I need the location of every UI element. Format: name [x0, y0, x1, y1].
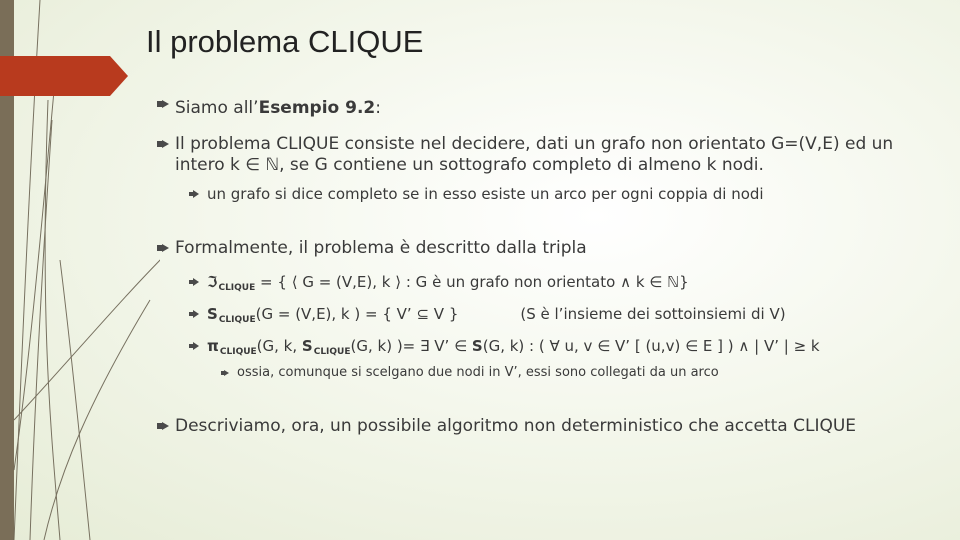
bullet-icon: [162, 422, 169, 430]
bullet-icon: [162, 140, 169, 148]
bullet-icon: [162, 100, 169, 108]
bullet-icon: [193, 342, 199, 350]
bullet-esempio: Siamo all’Esempio 9.2:: [175, 98, 381, 118]
bullet-icon: [162, 244, 169, 252]
bullet-predicate: $\pi_{CLIQUE}(G$, k, $S_{CLIQUE}(G$, k) )= ∃ V’ ∈ S(G, k) : ( ∀ u, v ∈ V’ [ (u,v) ∈ E ] ) ∧ | V’ | ≥ k: [207, 337, 820, 357]
bullet-formalmente: Formalmente, il problema è descritto dalla tripla: [175, 238, 587, 258]
bullet-instances: ℑ$_{CLIQUE}$ = { ⟨ G = (V,E), k ⟩ : G è un grafo non orientato ∧ k ∈ ℕ}: [207, 273, 689, 293]
bullet-icon: [193, 190, 199, 198]
bullet-icon: [193, 278, 199, 286]
bullet-algoritmo: Descriviamo, ora, un possibile algoritmo non deterministico che accetta CLIQUE: [175, 416, 857, 436]
bullet-clique-definition: Il problema CLIQUE consiste nel decidere, dati un grafo non orientato G=(V,E) ed un intero k ∈ ℕ, se G contiene un sottografo completo di almeno k nodi.: [175, 134, 894, 175]
bullet-icon: [224, 370, 229, 376]
bullet-icon: [193, 310, 199, 318]
bullet-ossia: ossia, comunque si scelgano due nodi in V’, essi sono collegati da un arco: [237, 365, 719, 380]
slide-title: Il problema CLIQUE: [146, 24, 424, 59]
bullet-solutions: $S_{CLIQUE}(G = (V,E)$, k ) = { V’ ⊆ V } (S è l’insieme dei sottoinsiemi di V): [207, 305, 786, 325]
bullet-grafo-completo: un grafo si dice completo se in esso esiste un arco per ogni coppia di nodi: [207, 185, 764, 203]
title-accent-tab: [0, 56, 128, 96]
